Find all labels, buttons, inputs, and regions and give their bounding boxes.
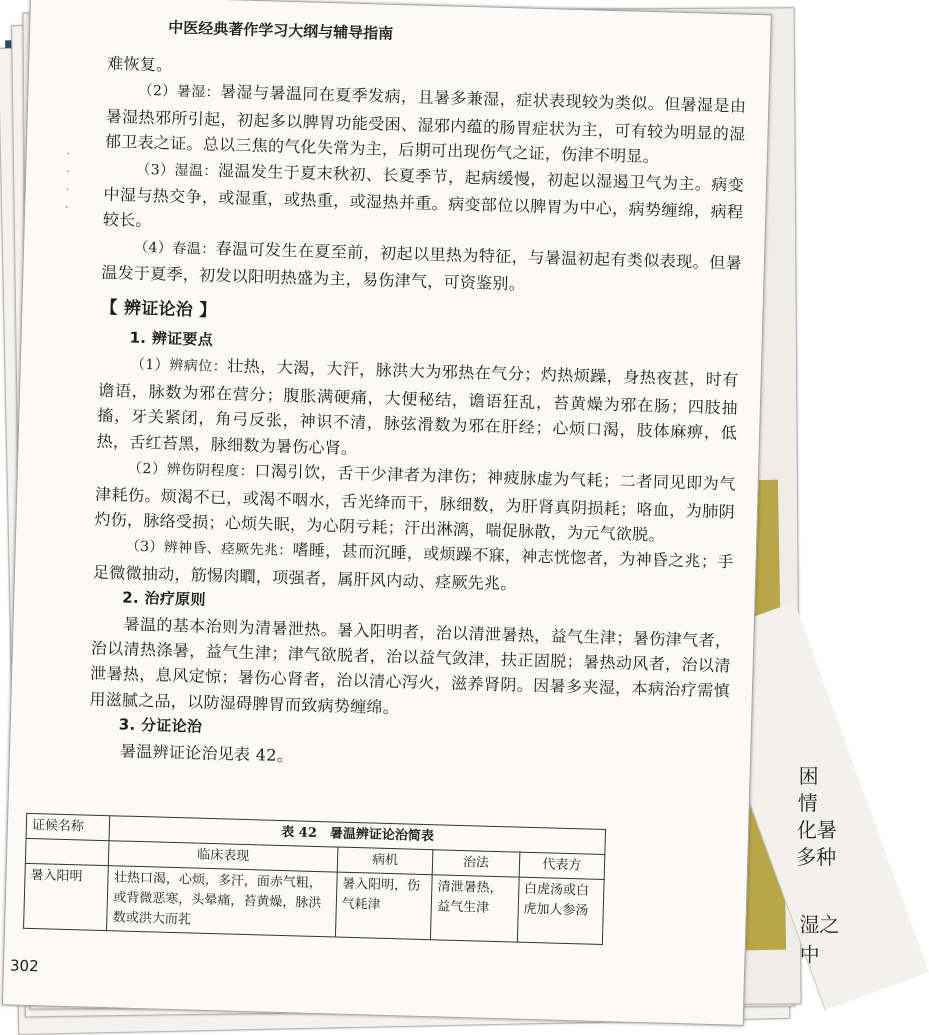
subsection-heading: 1. 辨证要点 [129,328,214,349]
facing-page-text: 湿之 [799,912,840,937]
paragraph: 暑温的基本治则为清暑泄热。暑入阳明者，治以清泄暑热，益气生津；暑伤津气者，治以清热涤暑，益气生津；津气欲脱者，治以益气敛津，扶正固脱；暑热动风者，治以清泄暑热，息风定惊；暑伤心肾者，治以清心泻火，滋养肾阴。因暑多夹湿，本病治疗需慎用滋腻之品，以防湿碍脾胃而致病势缠绵。 [89,614,732,717]
table-header: 临床表现 [109,841,338,872]
subsection-heading: 2. 治疗原则 [122,588,207,609]
table-header-spacer [25,838,109,865]
paragraph [96,350,739,471]
table-header: 代表方 [519,852,605,879]
facing-page-text: 化暑 [796,817,837,842]
subsection-heading: 3. 分证论治 [118,715,203,736]
item-text: 春温可发生在夏至前，初起以里热为特征，与暑温初起有类似表现。但暑温发于夏季，初发以阳明热盛为主，易伤津气，可资鉴别。 [101,238,743,294]
table-cell: 暑入阳明 [24,863,109,930]
item-label: （2）辨伤阴程度： [127,460,255,481]
book-page [2,0,772,1026]
item-label: （3）湿温： [136,161,219,180]
paragraph: 难恢复。 [106,53,173,75]
facing-page-text: 情 [797,791,818,816]
section-title: 【 辨证论治 】 [100,297,217,321]
page-number: 302 [9,956,39,976]
item-text: 暑湿与暑温同在夏季发病，且暑多兼湿，症状表现较为类似。但暑湿是由暑湿热邪所引起，初起多以脾胃功能受困、湿邪内蕴的肠胃症状为主，可有较为明显的湿郁卫表之证。总以三焦的气化失常为主，后期可出现伤气之证，伤津不明显。 [104,82,747,167]
table-header: 治法 [432,850,519,877]
facing-page-text: 困 [798,764,819,789]
margin-marks: · · · · [65,148,71,214]
item-text: 口渴引饮，舌干少津者为津伤；神疲脉虚为气耗；二者同见即为气津耗伤。烦渴不已，或渴不咽水，舌光绛而干，脉细数，为肝肾真阴损耗；咯血，为肺阴灼伤，脉络受损；心烦失眠，为心阴亏耗；汗出淋漓，喘促脉散，为元气欲脱。 [94,461,736,545]
item-label: （1）辨病位： [130,357,228,376]
paragraph: 暑温辨证论治见表 42。 [119,741,294,765]
item-label: （2）暑湿： [138,83,221,102]
table-cell: 暑入阳明，伤气耗津 [335,872,432,940]
item-label: （3）辨神昏、痉厥先兆： [125,538,293,560]
table-cell: 白虎汤或白虎加人参汤 [517,877,604,944]
table-header: 病机 [337,847,433,875]
item-text: 湿温发生于夏末秋初、长夏季节，起病缓慢，初起以湿遏卫气为主。病变中湿与热交争，或湿重，或热重，或湿热并重。病变部位以脾胃为中心，病势缠绵，病程较长。 [102,160,745,231]
item-text: 壮热，大渴，大汗，脉洪大为邪热在气分；灼热烦躁，身热夜甚，时有谵语，脉数为邪在营分；腹胀满硬痛，大便秘结，谵语狂乱，苔黄燥为邪在肠；四肢抽搐，牙关紧闭，角弓反张，神识不清，脉弦滑数为邪在肝经；心烦口渴，肢体麻痹，低热，舌红苔黑，脉细数为暑伤心肾。 [96,356,739,458]
table-caption: 表 42 暑温辨证论治简表 [109,816,605,855]
page-body [88,51,748,781]
table-cell: 清泄暑热，益气生津 [431,875,519,942]
running-header: 中医经典著作学习大纲与辅导指南 [168,18,394,43]
table-header: 证候名称 [26,813,110,840]
facing-page-text: 多种 [796,844,837,869]
summary-table [23,813,606,945]
item-label: （4）春温： [133,239,216,258]
table-cell: 壮热口渴，心烦，多汗，面赤气粗，或背微恶寒，头晕痛，苔黄燥，脉洪数或洪大而芤 [107,866,337,937]
facing-page-text: 中 [799,942,820,967]
item-text: 嗜睡，甚而沉睡，或烦躁不寐，神志恍惚者，为神昏之兆；手足微微抽动，筋惕肉瞤，项强者，属肝风内动、痉厥先兆。 [92,540,734,594]
